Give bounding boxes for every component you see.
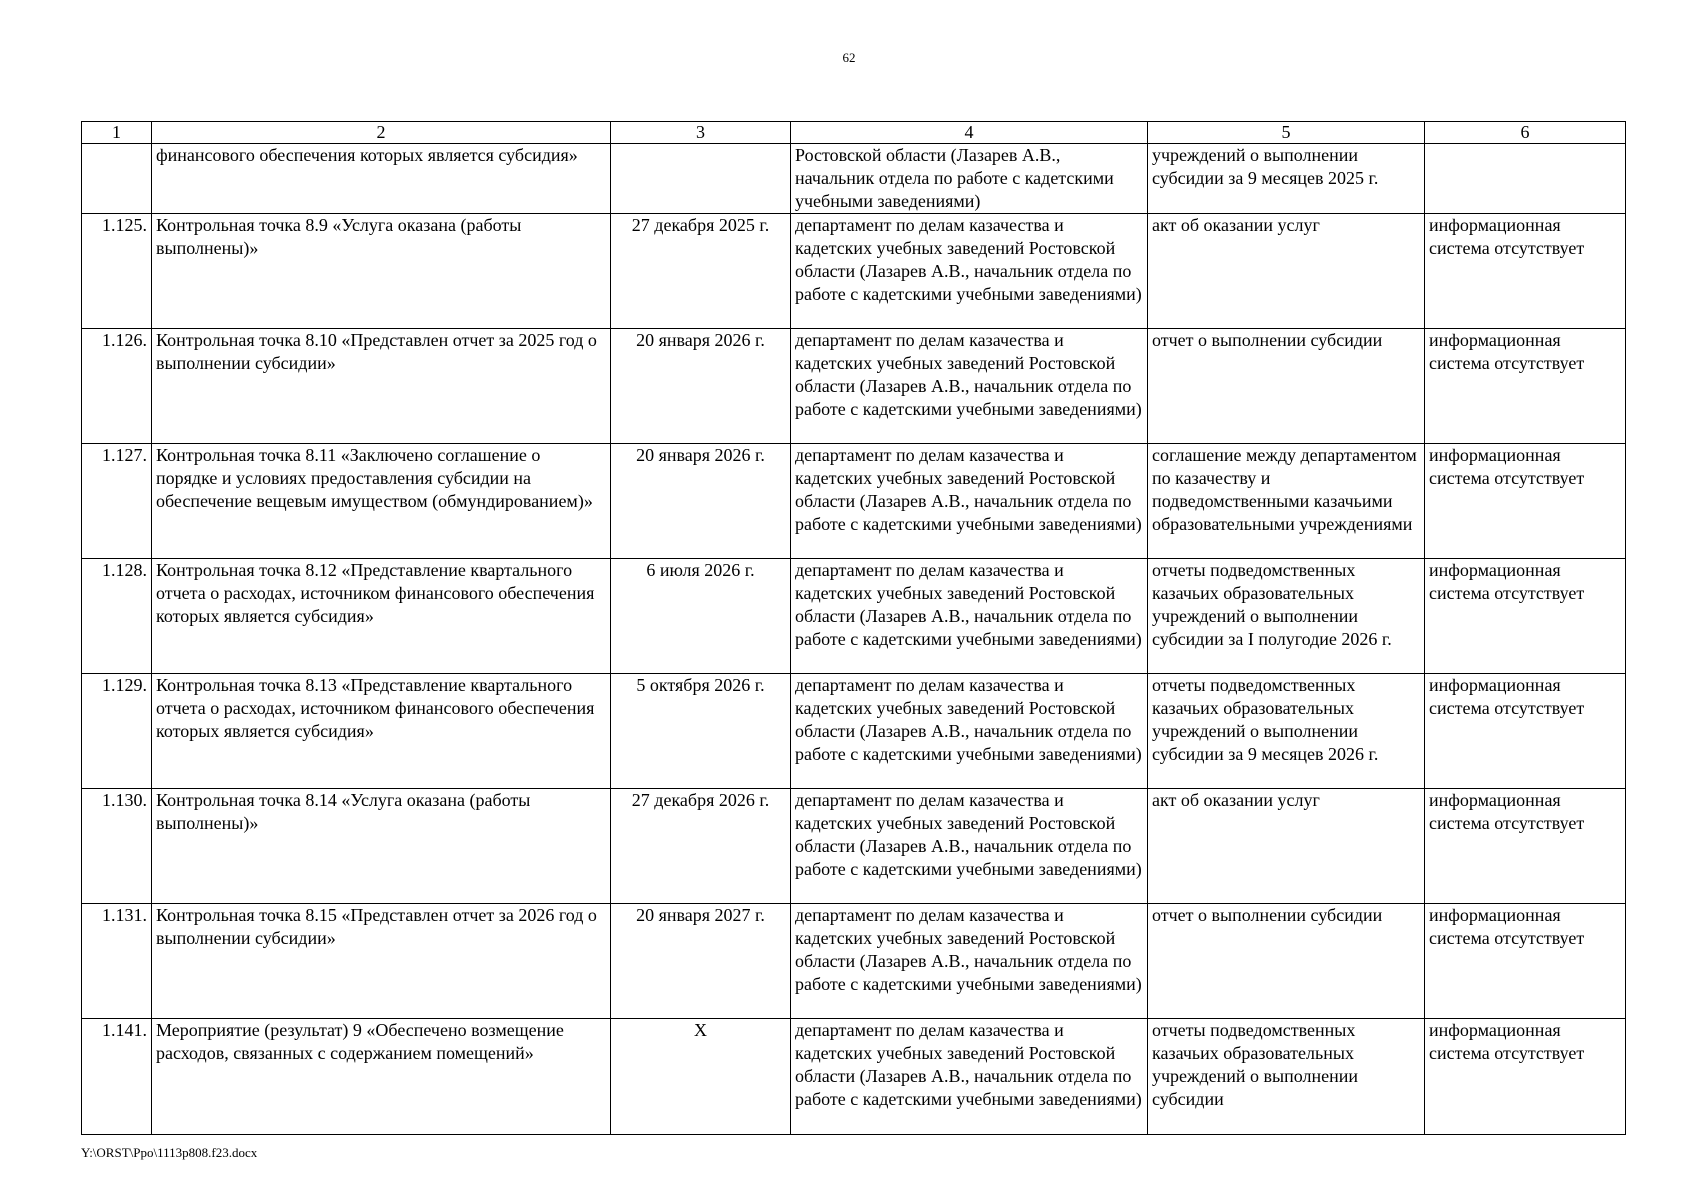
event-name: Контрольная точка 8.11 «Заключено соглашение о порядке и условиях предоставления субсидии на обеспечение вещевым имуществом (обмундированием)» [152, 444, 611, 559]
responsible-executor: департамент по делам казачества и кадетских учебных заведений Ростовской области (Лазарев А.В., начальник отдела по работе с кадетскими учебными заведениями) [791, 214, 1148, 329]
responsible-executor: департамент по делам казачества и кадетских учебных заведений Ростовской области (Лазарев А.В., начальник отдела по работе с кадетскими учебными заведениями) [791, 329, 1148, 444]
responsible-executor: департамент по делам казачества и кадетских учебных заведений Ростовской области (Лазарев А.В., начальник отдела по работе с кадетскими учебными заведениями) [791, 674, 1148, 789]
responsible-executor: департамент по делам казачества и кадетских учебных заведений Ростовской области (Лазарев А.В., начальник отдела по работе с кадетскими учебными заведениями) [791, 904, 1148, 1019]
deadline-date: 20 января 2027 г. [611, 904, 791, 1019]
event-name: Контрольная точка 8.10 «Представлен отчет за 2025 год о выполнении субсидии» [152, 329, 611, 444]
responsible-executor: департамент по делам казачества и кадетских учебных заведений Ростовской области (Лазарев А.В., начальник отдела по работе с кадетскими учебными заведениями) [791, 559, 1148, 674]
information-system: информационная система отсутствует [1425, 674, 1626, 789]
confirming-document: акт об оказании услуг [1148, 214, 1425, 329]
confirming-document: акт об оказании услуг [1148, 789, 1425, 904]
column-header-6: 6 [1425, 122, 1626, 144]
confirming-document: отчеты подведомственных казачьих образовательных учреждений о выполнении субсидии [1148, 1019, 1425, 1135]
table-row [82, 329, 1626, 444]
confirming-document: соглашение между департаментом по казачеству и подведомственными казачьими образовательными учреждениями [1148, 444, 1425, 559]
table-row [82, 674, 1626, 789]
confirming-document: отчет о выполнении субсидии [1148, 329, 1425, 444]
table-row [82, 444, 1626, 559]
responsible-executor: департамент по делам казачества и кадетских учебных заведений Ростовской области (Лазарев А.В., начальник отдела по работе с кадетскими учебными заведениями) [791, 1019, 1148, 1135]
deadline-date: Х [611, 1019, 791, 1135]
event-name: Контрольная точка 8.9 «Услуга оказана (работы выполнены)» [152, 214, 611, 329]
table-row [82, 1019, 1626, 1135]
row-number: 1.126. [82, 329, 152, 444]
row-number: 1.129. [82, 674, 152, 789]
deadline-date: 20 января 2026 г. [611, 329, 791, 444]
column-header-1: 1 [82, 122, 152, 144]
table-row [82, 789, 1626, 904]
information-system: информационная система отсутствует [1425, 214, 1626, 329]
event-name: Контрольная точка 8.13 «Представление квартального отчета о расходах, источником финансового обеспечения которых является субсидия» [152, 674, 611, 789]
deadline-date: 6 июля 2026 г. [611, 559, 791, 674]
event-name: Контрольная точка 8.14 «Услуга оказана (работы выполнены)» [152, 789, 611, 904]
information-system: информационная система отсутствует [1425, 329, 1626, 444]
column-header-3: 3 [611, 122, 791, 144]
event-name: Контрольная точка 8.12 «Представление квартального отчета о расходах, источником финансового обеспечения которых является субсидия» [152, 559, 611, 674]
confirming-document: отчеты подведомственных казачьих образовательных учреждений о выполнении субсидии за I полугодие 2026 г. [1148, 559, 1425, 674]
row-number: 1.125. [82, 214, 152, 329]
table-row [82, 214, 1626, 329]
row-number [82, 144, 152, 214]
deadline-date: 27 декабря 2026 г. [611, 789, 791, 904]
deadline-date: 27 декабря 2025 г. [611, 214, 791, 329]
table-row [82, 904, 1626, 1019]
responsible-executor: департамент по делам казачества и кадетских учебных заведений Ростовской области (Лазарев А.В., начальник отдела по работе с кадетскими учебными заведениями) [791, 444, 1148, 559]
confirming-document: отчеты подведомственных казачьих образовательных учреждений о выполнении субсидии за 9 месяцев 2026 г. [1148, 674, 1425, 789]
column-number-row [82, 122, 1626, 144]
event-name: Контрольная точка 8.15 «Представлен отчет за 2026 год о выполнении субсидии» [152, 904, 611, 1019]
responsible-executor: Ростовской области (Лазарев А.В., начальник отдела по работе с кадетскими учебными заведениями) [791, 144, 1148, 214]
row-number: 1.127. [82, 444, 152, 559]
page-number: 62 [842, 50, 856, 65]
schedule-table [81, 121, 1626, 1135]
row-number: 1.141. [82, 1019, 152, 1135]
table-row [82, 144, 1626, 214]
file-path-footer: Y:\ORST\Ppo\1113p808.f23.docx [81, 1145, 258, 1160]
column-header-5: 5 [1148, 122, 1425, 144]
deadline-date [611, 144, 791, 214]
information-system: информационная система отсутствует [1425, 904, 1626, 1019]
information-system: информационная система отсутствует [1425, 789, 1626, 904]
event-name: Мероприятие (результат) 9 «Обеспечено возмещение расходов, связанных с содержанием помещений» [152, 1019, 611, 1135]
row-number: 1.128. [82, 559, 152, 674]
deadline-date: 20 января 2026 г. [611, 444, 791, 559]
information-system [1425, 144, 1626, 214]
row-number: 1.131. [82, 904, 152, 1019]
information-system: информационная система отсутствует [1425, 444, 1626, 559]
deadline-date: 5 октября 2026 г. [611, 674, 791, 789]
column-header-2: 2 [152, 122, 611, 144]
information-system: информационная система отсутствует [1425, 1019, 1626, 1135]
information-system: информационная система отсутствует [1425, 559, 1626, 674]
row-number: 1.130. [82, 789, 152, 904]
table-row [82, 559, 1626, 674]
column-header-4: 4 [791, 122, 1148, 144]
confirming-document: отчет о выполнении субсидии [1148, 904, 1425, 1019]
responsible-executor: департамент по делам казачества и кадетских учебных заведений Ростовской области (Лазарев А.В., начальник отдела по работе с кадетскими учебными заведениями) [791, 789, 1148, 904]
event-name: финансового обеспечения которых является субсидия» [152, 144, 611, 214]
confirming-document: учреждений о выполнении субсидии за 9 месяцев 2025 г. [1148, 144, 1425, 214]
